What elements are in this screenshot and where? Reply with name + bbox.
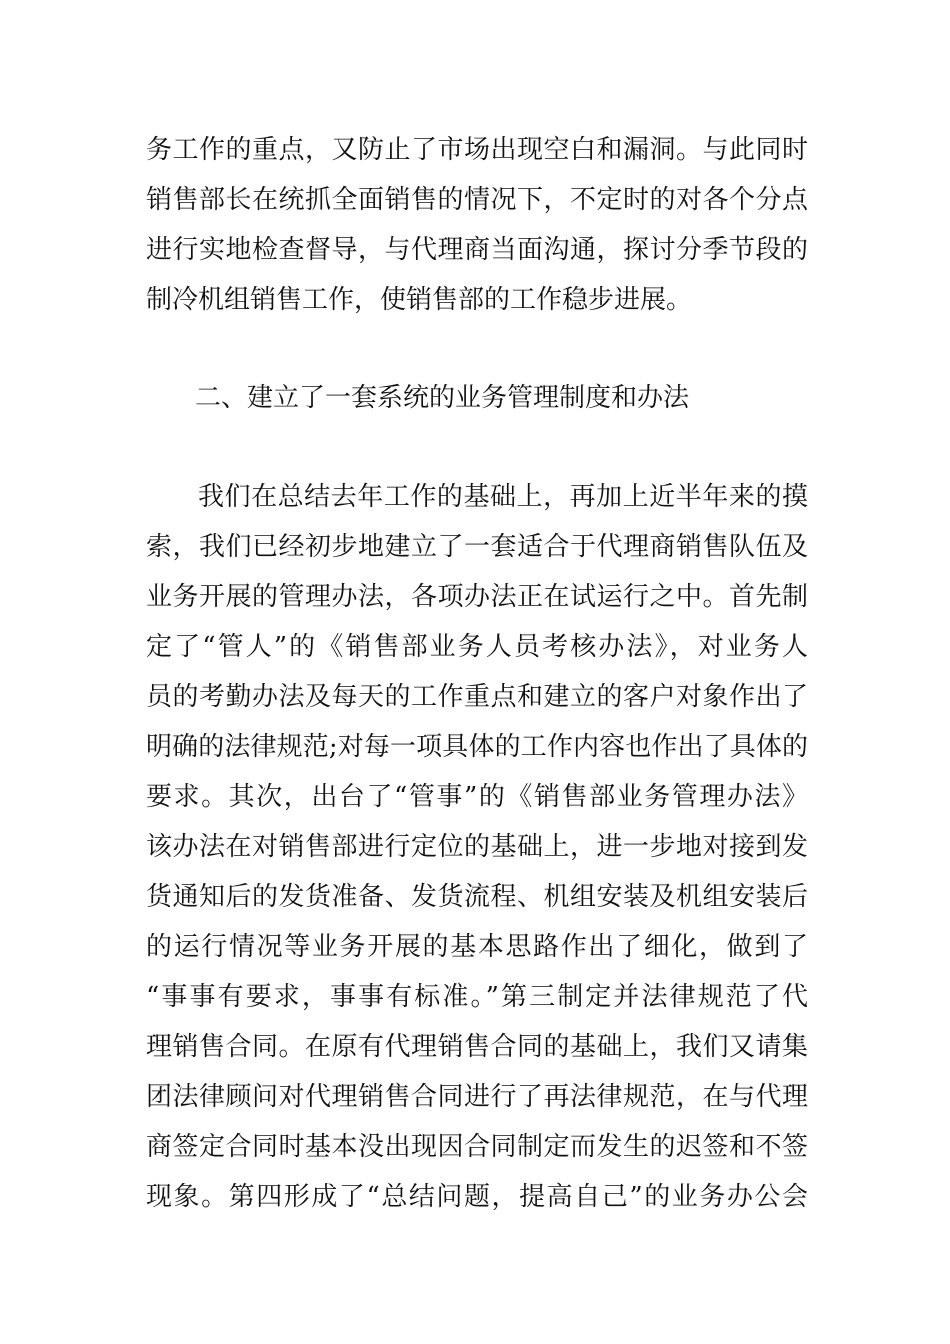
body-text-line: 现象。第四形成了“总结问题，提高自己”的业务办公会 xyxy=(146,1182,808,1212)
body-text-line: 团法律顾问对代理销售合同进行了再法律规范，在与代理 xyxy=(146,1082,808,1112)
body-text-line: 定了“管人”的《销售部业务人员考核办法》，对业务人 xyxy=(146,632,808,662)
body-text-line: 员的考勤办法及每天的工作重点和建立的客户对象作出了 xyxy=(146,682,808,712)
body-text-line: 制冷机组销售工作，使销售部的工作稳步进展。 xyxy=(146,285,693,315)
body-text-line: 进行实地检查督导，与代理商当面沟通，探讨分季节段的 xyxy=(146,235,808,265)
body-text-line: 该办法在对销售部进行定位的基础上，进一步地对接到发 xyxy=(146,832,808,862)
body-text-line: 销售部长在统抓全面销售的情况下，不定时的对各个分点 xyxy=(146,185,808,215)
body-text-line: 索，我们已经初步地建立了一套适合于代理商销售队伍及 xyxy=(146,532,808,562)
body-text-line: 务工作的重点，又防止了市场出现空白和漏洞。与此同时 xyxy=(146,135,808,165)
body-text-line: 的运行情况等业务开展的基本思路作出了细化，做到了 xyxy=(146,932,808,962)
section-heading: 二、建立了一套系统的业务管理制度和办法 xyxy=(195,383,690,413)
body-text-line: 商签定合同时基本没出现因合同制定而发生的迟签和不签 xyxy=(146,1132,808,1162)
body-text-line: 我们在总结去年工作的基础上，再加上近半年来的摸 xyxy=(198,482,808,512)
body-text-line: 业务开展的管理办法，各项办法正在试运行之中。首先制 xyxy=(146,582,808,612)
body-text-line: “事事有要求，事事有标准。”第三制定并法律规范了代 xyxy=(146,982,808,1012)
body-text-line: 货通知后的发货准备、发货流程、机组安装及机组安装后 xyxy=(146,882,808,912)
body-text-line: 明确的法律规范;对每一项具体的工作内容也作出了具体的 xyxy=(146,732,808,762)
body-text-line: 理销售合同。在原有代理销售合同的基础上，我们又请集 xyxy=(146,1032,808,1062)
body-text-line: 要求。其次，出台了“管事”的《销售部业务管理办法》 xyxy=(146,782,808,812)
